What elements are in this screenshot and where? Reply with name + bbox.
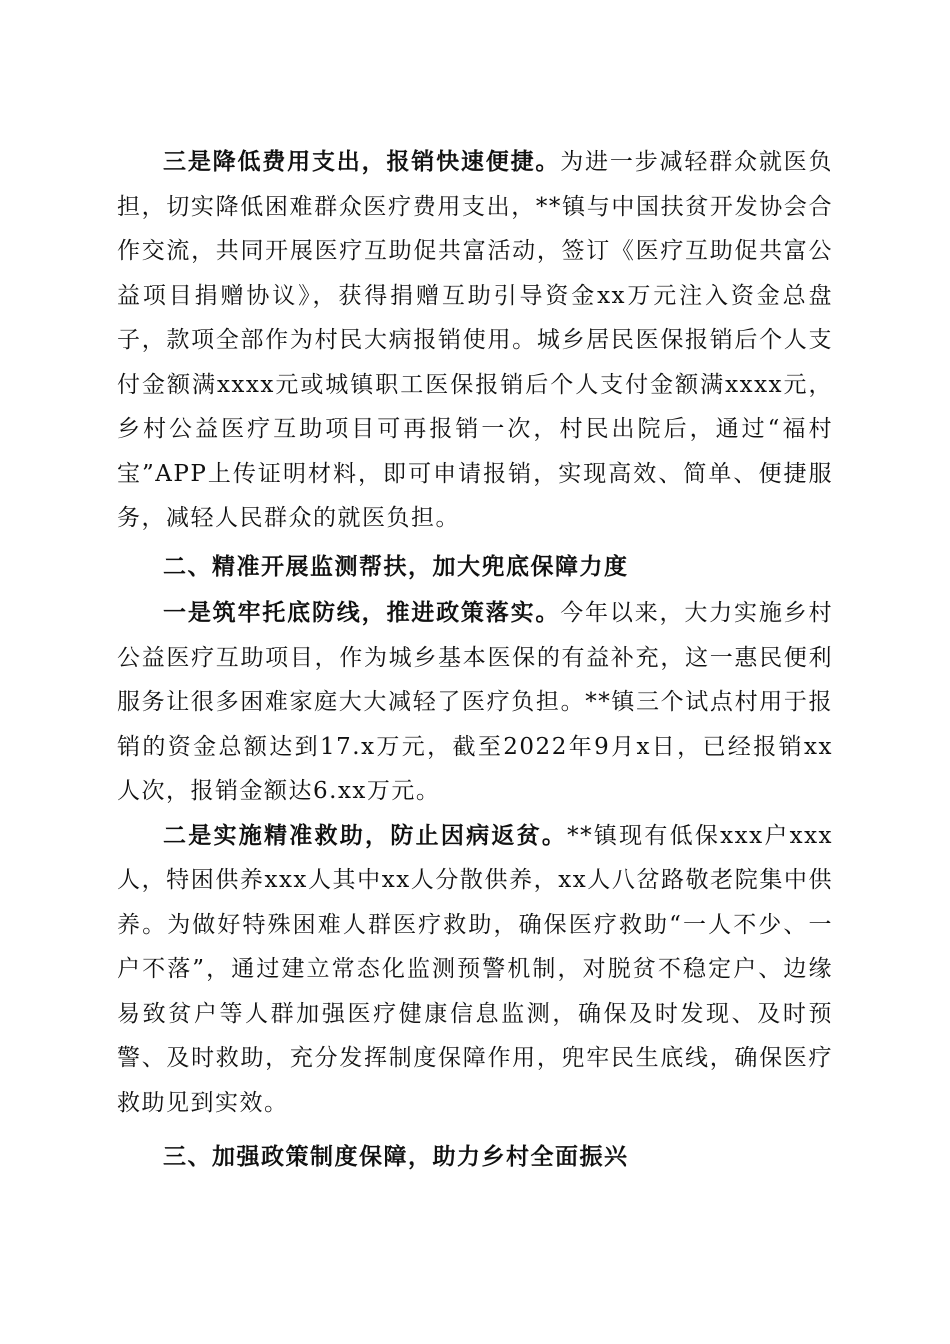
paragraph-lead: 一是筑牢托底防线，推进政策落实。 (163, 599, 561, 626)
paragraph-lead: 二是实施精准救助，防止因病返贫。 (163, 821, 568, 849)
document-body (117, 140, 833, 1182)
paragraph-policy-implementation (117, 591, 833, 814)
paragraph-text: **镇现有低保xxx户xxx人，特困供养xxx人其中xx人分散供养，xx人八岔路敬老院集中供养。为做好特殊困难人群医疗救助，确保医疗救助“一人不少、一户不落”，通过建立常态化监测预警机制，对脱贫不稳定户、边缘易致贫户等人群加强医疗健康信息监测，确保及时发现、及时预警、及时救助，充分发挥制度保障作用，兜牢民生底线，确保医疗救助见到实效。 (117, 822, 834, 1116)
paragraph-lead: 三是降低费用支出，报销快速便捷。 (163, 148, 561, 175)
paragraph-precise-relief (117, 814, 833, 1126)
paragraph-text: 为进一步减轻群众就医负担，切实降低困难群众医疗费用支出，**镇与中国扶贫开发协会合作交流，共同开展医疗互助促共富活动，签订《医疗互助促共富公益项目捐赠协议》，获得捐赠互助引导资金xx万元注入资金总盘子，款项全部作为村民大病报销使用。城乡居民医保报销后个人支付金额满xxxx元或城镇职工医保报销后个人支付金额满xxxx元，乡村公益医疗互助项目可再报销一次，村民出院后，通过“福村宝”APP上传证明材料，即可申请报销，实现高效、简单、便捷服务，减轻人民群众的就医负担。 (117, 149, 834, 531)
section-heading-policy-guarantee: 三、加强政策制度保障，助力乡村全面振兴 (163, 1144, 629, 1170)
section-heading-monitoring: 二、精准开展监测帮扶，加大兜底保障力度 (163, 553, 629, 580)
paragraph-cost-reduction (117, 140, 833, 541)
paragraph-text: 今年以来，大力实施乡村公益医疗互助项目，作为城乡基本医保的有益补充，这一惠民便利服务让很多困难家庭大大减轻了医疗负担。**镇三个试点村用于报销的资金总额达到17.x万元，截至2022年9月x日，已经报销xx人次，报销金额达6.xx万元。 (117, 600, 834, 804)
